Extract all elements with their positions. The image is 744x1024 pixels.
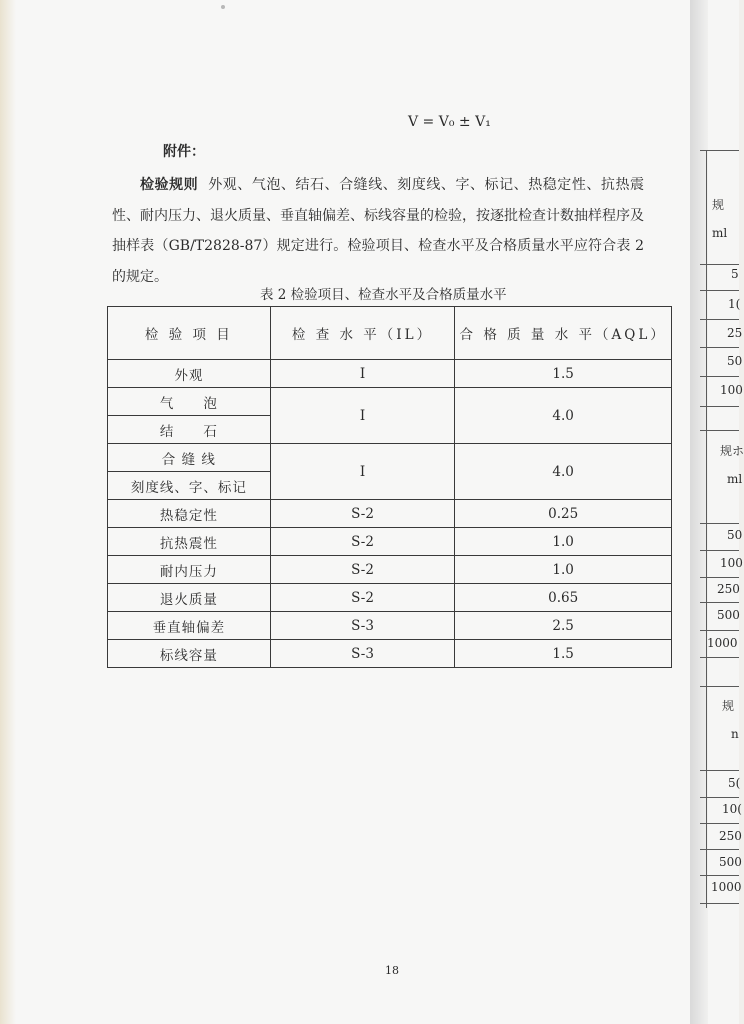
adjacent-rule <box>700 406 739 407</box>
table-caption: 表 2 检验项目、检查水平及合格质量水平 <box>260 287 507 303</box>
adjacent-fragment: 1000 <box>711 880 742 894</box>
cell-level: I <box>270 388 455 444</box>
adjacent-fragment: 100 <box>720 383 743 397</box>
adjacent-fragment: ml <box>727 472 743 486</box>
adjacent-fragment: 250 <box>719 829 742 843</box>
adjacent-fragment: 规ホ <box>720 444 744 458</box>
cell-item: 合 缝 线 <box>108 444 271 472</box>
adjacent-rule <box>700 430 739 431</box>
adjacent-fragment: 25 <box>727 326 743 340</box>
cell-level: I <box>270 360 455 388</box>
table-row <box>108 640 672 668</box>
adjacent-fragment: 50 <box>727 354 743 368</box>
binding-edge <box>0 0 16 1024</box>
adjacent-fragment: 100 <box>720 556 743 570</box>
adjacent-fragment: 1000 <box>707 636 738 650</box>
table-row <box>108 584 672 612</box>
cell-aql: 0.25 <box>455 500 672 528</box>
inspection-table <box>107 306 672 668</box>
header-item: 检 验 项 目 <box>108 307 271 360</box>
adjacent-rule <box>700 602 739 603</box>
adjacent-fragment: n <box>731 727 739 741</box>
cell-aql: 2.5 <box>455 612 672 640</box>
adjacent-rule <box>700 523 739 524</box>
cell-aql: 4.0 <box>455 388 672 444</box>
adjacent-rule <box>700 686 739 687</box>
adjacent-rule <box>700 577 739 578</box>
adjacent-rule <box>700 849 739 850</box>
adjacent-rule <box>700 657 739 658</box>
header-aql: 合 格 质 量 水 平（AQL） <box>455 307 672 360</box>
scan-dot <box>221 5 225 9</box>
adjacent-rule <box>700 347 739 348</box>
adjacent-rule <box>700 150 739 151</box>
cell-aql: 1.5 <box>455 360 672 388</box>
table-header-row <box>108 307 672 360</box>
cell-level: S-3 <box>270 612 455 640</box>
adjacent-rule <box>700 319 739 320</box>
cell-item: 气 泡 <box>108 388 271 416</box>
cell-item: 耐内压力 <box>108 556 271 584</box>
cell-level: S-2 <box>270 528 455 556</box>
adjacent-rule <box>700 264 739 265</box>
cell-level: I <box>270 444 455 500</box>
adjacent-rule <box>700 875 739 876</box>
cell-level: S-2 <box>270 500 455 528</box>
adjacent-fragment: ml <box>712 226 728 240</box>
cell-item: 结 石 <box>108 416 271 444</box>
formula: V = V₀ ± V₁ <box>408 114 491 130</box>
adjacent-rule <box>700 797 739 798</box>
cell-item: 标线容量 <box>108 640 271 668</box>
table-row <box>108 528 672 556</box>
page-number: 18 <box>385 964 399 977</box>
cell-aql: 0.65 <box>455 584 672 612</box>
adjacent-fragment: 1( <box>728 297 741 311</box>
adjacent-fragment: 规 <box>712 198 725 212</box>
header-level: 检 查 水 平（IL） <box>270 307 455 360</box>
cell-aql: 4.0 <box>455 444 672 500</box>
adjacent-fragment: 10( <box>722 802 742 816</box>
attachment-heading: 附件： <box>163 144 205 160</box>
adjacent-rule <box>700 550 739 551</box>
cell-item: 退火质量 <box>108 584 271 612</box>
cell-item: 外观 <box>108 360 271 388</box>
cell-level: S-3 <box>270 640 455 668</box>
table-row <box>108 612 672 640</box>
adjacent-fragment: 5( <box>728 776 741 790</box>
adjacent-fragment: 规 <box>722 699 735 713</box>
adjacent-rule <box>700 903 739 904</box>
adjacent-rule <box>700 823 739 824</box>
cell-level: S-2 <box>270 556 455 584</box>
cell-item: 热稳定性 <box>108 500 271 528</box>
table-row <box>108 556 672 584</box>
cell-item: 垂直轴偏差 <box>108 612 271 640</box>
adjacent-rule <box>700 290 739 291</box>
adjacent-fragment: 250 <box>717 582 740 596</box>
table-row <box>108 360 672 388</box>
adjacent-rule <box>700 376 739 377</box>
table-row <box>108 444 672 472</box>
table-row <box>108 500 672 528</box>
table-row <box>108 388 672 416</box>
adjacent-fragment: 5 <box>731 267 739 281</box>
adjacent-rule <box>700 630 739 631</box>
cell-level: S-2 <box>270 584 455 612</box>
adjacent-page <box>708 0 739 1024</box>
adjacent-fragment: 500 <box>717 608 740 622</box>
rule-paragraph <box>112 170 644 292</box>
cell-aql: 1.0 <box>455 556 672 584</box>
cell-aql: 1.5 <box>455 640 672 668</box>
cell-aql: 1.0 <box>455 528 672 556</box>
rule-text: 外观、气泡、结石、合缝线、刻度线、字、标记、热稳定性、抗热震性、耐内压力、退火质量、垂直轴偏差、标线容量的检验，按逐批检查计数抽样程序及抽样表（GB/T2828-87）规定进行。检验项目、检查水平及合格质量水平应符合表 2 的规定。 <box>112 177 645 285</box>
adjacent-fragment: 500 <box>719 855 742 869</box>
cell-item: 抗热震性 <box>108 528 271 556</box>
adjacent-rule <box>700 770 739 771</box>
adjacent-fragment: 50 <box>727 528 743 542</box>
rule-label: 检验规则 <box>140 177 199 193</box>
cell-item: 刻度线、字、标记 <box>108 472 271 500</box>
